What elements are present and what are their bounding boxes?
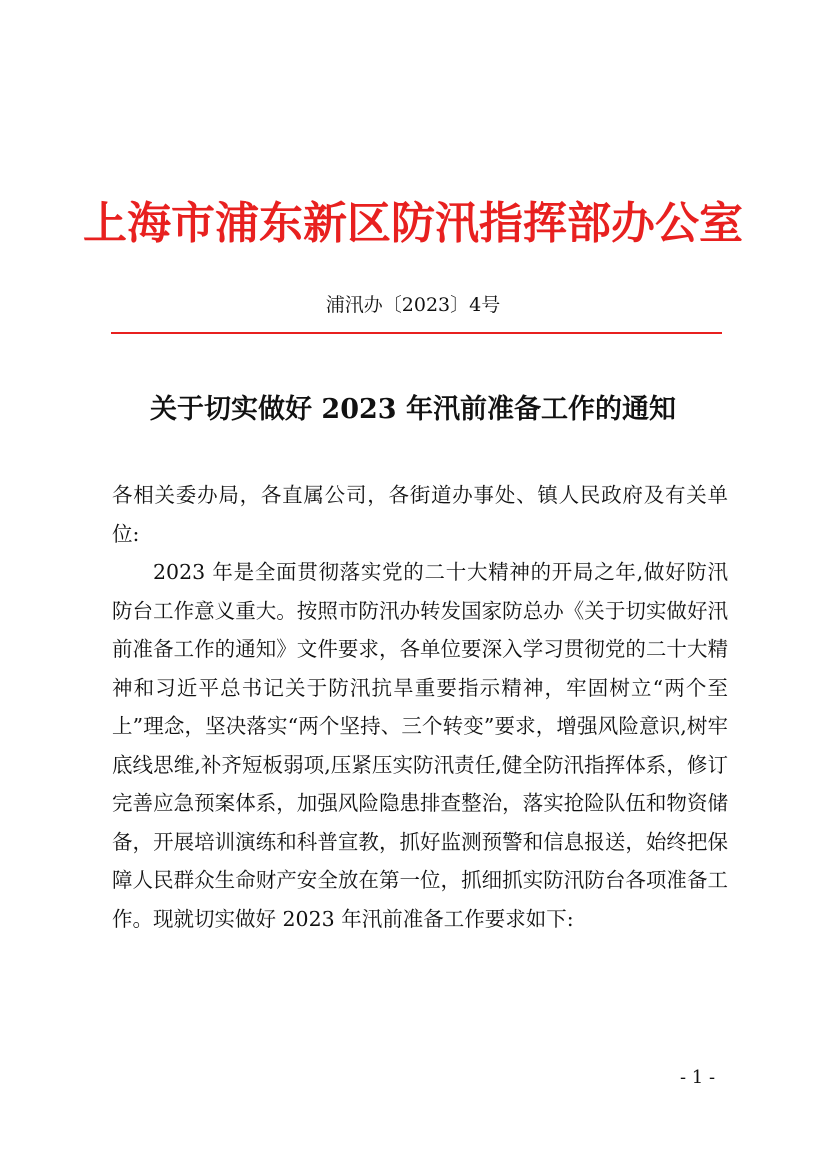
body-paragraph: 2023 年是全面贯彻落实党的二十大精神的开局之年,做好防汛防台工作意义重大。按照市防汛办转发国家防总办《关于切实做好汛前准备工作的通知》文件要求，各单位要深入学习贯彻党的二十大精神和习近平总书记关于防汛抗旱重要指示精神，牢固树立“两个至上”理念，坚决落实“两个坚持、三个转变”要求，增强风险意识,树牢底线思维,补齐短板弱项,压紧压实防汛责任,健全防汛指挥体系，修订完善应急预案体系，加强风险隐患排查整治，落实抢险队伍和物资储备，开展培训演练和科普宣教，抓好监测预警和信息报送，始终把保障人民群众生命财产安全放在第一位，抓细抓实防汛防台各项准备工作。现就切实做好 2023 年汛前准备工作要求如下:	[112, 560, 728, 931]
red-separator-line	[111, 332, 722, 334]
page-number: - 1 -	[680, 1067, 716, 1088]
document-number: 浦汛办〔2023〕4号	[325, 294, 501, 316]
salutation-paragraph: 各相关委办局，各直属公司，各街道办事处、镇人民政府及有关单位:	[112, 483, 728, 546]
document-body	[112, 476, 728, 938]
notice-title: 关于切实做好 2023 年汛前准备工作的通知	[150, 394, 676, 425]
issuing-office-title: 上海市浦东新区防汛指挥部办公室	[83, 198, 743, 249]
